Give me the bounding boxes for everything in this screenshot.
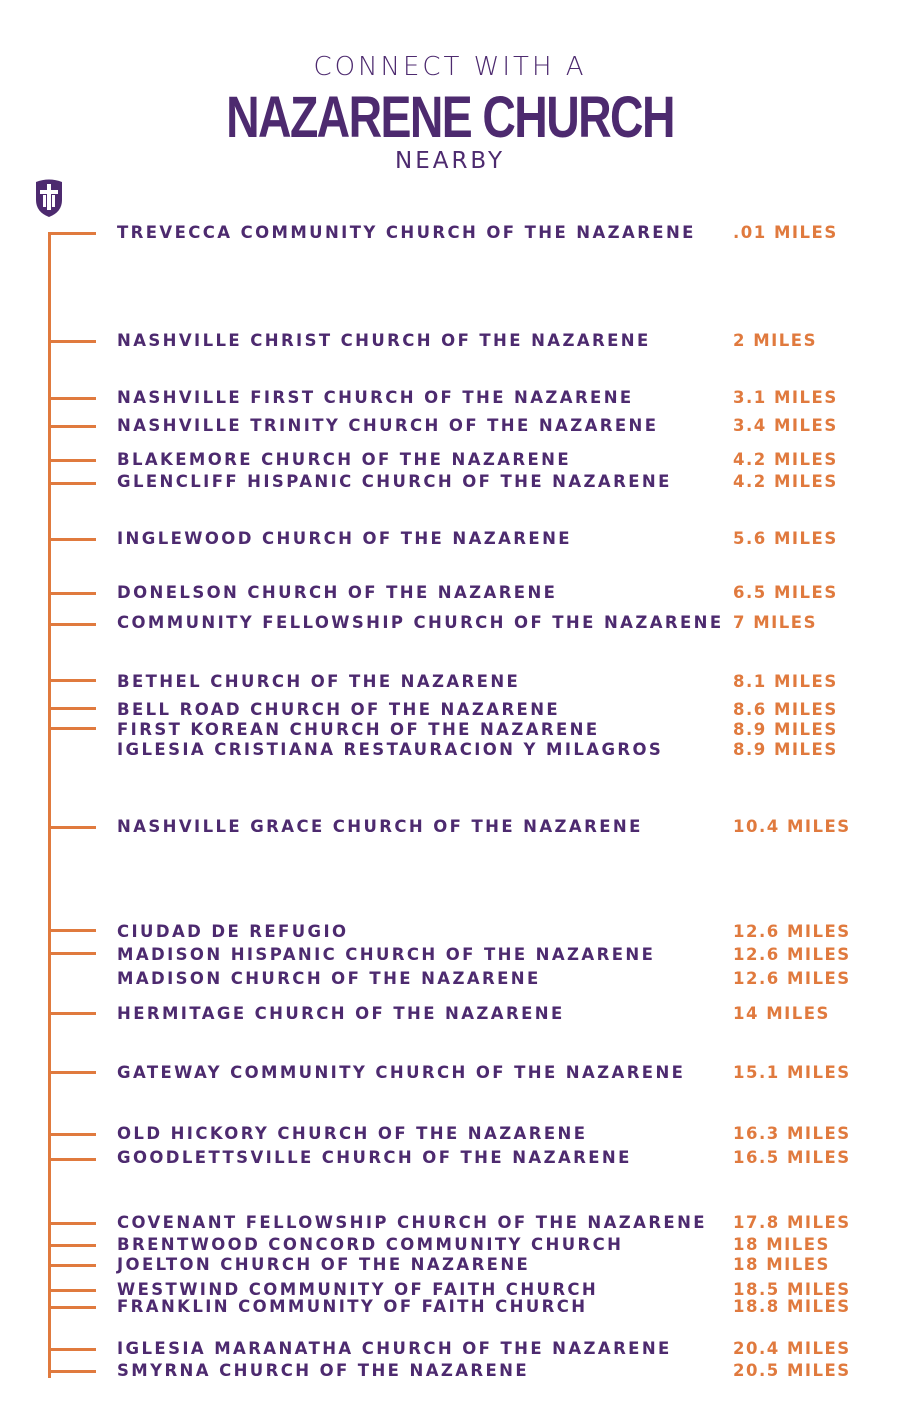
church-distance: 4.2 MILES bbox=[733, 450, 838, 469]
church-distance: 12.6 MILES bbox=[733, 922, 851, 941]
church-distance: 16.5 MILES bbox=[733, 1148, 851, 1167]
church-distance: 3.1 MILES bbox=[733, 388, 838, 407]
church-distance: 2 MILES bbox=[733, 331, 817, 350]
church-row bbox=[0, 817, 900, 849]
church-name: IGLESIA MARANATHA CHURCH OF THE NAZARENE bbox=[117, 1339, 672, 1358]
church-distance: 3.4 MILES bbox=[733, 416, 838, 435]
church-name: SMYRNA CHURCH OF THE NAZARENE bbox=[117, 1361, 530, 1380]
church-distance: 6.5 MILES bbox=[733, 583, 838, 602]
church-name: BLAKEMORE CHURCH OF THE NAZARENE bbox=[117, 450, 572, 469]
header-line-1: CONNECT WITH A bbox=[313, 52, 587, 82]
church-row bbox=[0, 416, 900, 448]
church-name: IGLESIA CRISTIANA RESTAURACION Y MILAGROS bbox=[117, 740, 664, 759]
church-row bbox=[0, 969, 900, 1001]
church-distance: 4.2 MILES bbox=[733, 472, 838, 491]
church-distance: 15.1 MILES bbox=[733, 1063, 851, 1082]
church-name: WESTWIND COMMUNITY OF FAITH CHURCH bbox=[117, 1280, 599, 1299]
church-name: NASHVILLE GRACE CHURCH OF THE NAZARENE bbox=[117, 817, 643, 836]
church-name: FIRST KOREAN CHURCH OF THE NAZARENE bbox=[117, 720, 600, 739]
church-name: NASHVILLE FIRST CHURCH OF THE NAZARENE bbox=[117, 388, 634, 407]
church-row bbox=[0, 472, 900, 504]
church-distance: 14 MILES bbox=[733, 1004, 830, 1023]
church-distance: 8.1 MILES bbox=[733, 672, 838, 691]
church-distance: 18 MILES bbox=[733, 1255, 830, 1274]
church-row bbox=[0, 1148, 900, 1180]
church-name: NASHVILLE CHRIST CHURCH OF THE NAZARENE bbox=[117, 331, 651, 350]
church-distance: 12.6 MILES bbox=[733, 969, 851, 988]
church-distance: 18 MILES bbox=[733, 1235, 830, 1254]
church-distance: .01 MILES bbox=[733, 223, 838, 242]
church-name: GLENCLIFF HISPANIC CHURCH OF THE NAZARENE bbox=[117, 472, 672, 491]
church-name: HERMITAGE CHURCH OF THE NAZARENE bbox=[117, 1004, 565, 1023]
church-distance: 20.5 MILES bbox=[733, 1361, 851, 1380]
church-name: OLD HICKORY CHURCH OF THE NAZARENE bbox=[117, 1124, 588, 1143]
church-distance: 8.9 MILES bbox=[733, 720, 838, 739]
shield-cross-icon bbox=[34, 178, 64, 218]
church-name: COVENANT FELLOWSHIP CHURCH OF THE NAZARENE bbox=[117, 1213, 707, 1232]
church-name: NASHVILLE TRINITY CHURCH OF THE NAZARENE bbox=[117, 416, 659, 435]
church-distance: 5.6 MILES bbox=[733, 529, 838, 548]
header-line-3: NEARBY bbox=[394, 148, 506, 174]
church-row bbox=[0, 1004, 900, 1036]
church-distance: 17.8 MILES bbox=[733, 1213, 851, 1232]
church-row bbox=[0, 223, 900, 255]
page-title: NAZARENE CHURCH bbox=[226, 85, 674, 150]
church-distance: 18.8 MILES bbox=[733, 1297, 851, 1316]
church-name: GOODLETTSVILLE CHURCH OF THE NAZARENE bbox=[117, 1148, 632, 1167]
church-distance: 7 MILES bbox=[733, 613, 817, 632]
church-name: MADISON HISPANIC CHURCH OF THE NAZARENE bbox=[117, 945, 656, 964]
church-row bbox=[0, 1297, 900, 1329]
church-name: FRANKLIN COMMUNITY OF FAITH CHURCH bbox=[117, 1297, 588, 1316]
church-name: MADISON CHURCH OF THE NAZARENE bbox=[117, 969, 541, 988]
church-name: INGLEWOOD CHURCH OF THE NAZARENE bbox=[117, 529, 572, 548]
church-name: GATEWAY COMMUNITY CHURCH OF THE NAZARENE bbox=[117, 1063, 686, 1082]
church-row bbox=[0, 331, 900, 363]
church-distance: 12.6 MILES bbox=[733, 945, 851, 964]
church-distance: 16.3 MILES bbox=[733, 1124, 851, 1143]
church-distance: 8.9 MILES bbox=[733, 740, 838, 759]
church-distance: 8.6 MILES bbox=[733, 700, 838, 719]
church-row bbox=[0, 613, 900, 645]
church-name: BETHEL CHURCH OF THE NAZARENE bbox=[117, 672, 521, 691]
church-distance: 18.5 MILES bbox=[733, 1280, 851, 1299]
church-row bbox=[0, 1063, 900, 1095]
church-name: TREVECCA COMMUNITY CHURCH OF THE NAZARENE bbox=[117, 223, 696, 242]
church-distance: 20.4 MILES bbox=[733, 1339, 851, 1358]
church-row bbox=[0, 529, 900, 561]
church-name: COMMUNITY FELLOWSHIP CHURCH OF THE NAZARENE bbox=[117, 613, 724, 632]
church-row bbox=[0, 1361, 900, 1393]
church-name: BELL ROAD CHURCH OF THE NAZARENE bbox=[117, 700, 561, 719]
church-distance: 10.4 MILES bbox=[733, 817, 851, 836]
church-row bbox=[0, 740, 900, 772]
church-name: JOELTON CHURCH OF THE NAZARENE bbox=[117, 1255, 531, 1274]
church-name: BRENTWOOD CONCORD COMMUNITY CHURCH bbox=[117, 1235, 624, 1254]
church-name: CIUDAD DE REFUGIO bbox=[117, 922, 349, 941]
church-name: DONELSON CHURCH OF THE NAZARENE bbox=[117, 583, 558, 602]
